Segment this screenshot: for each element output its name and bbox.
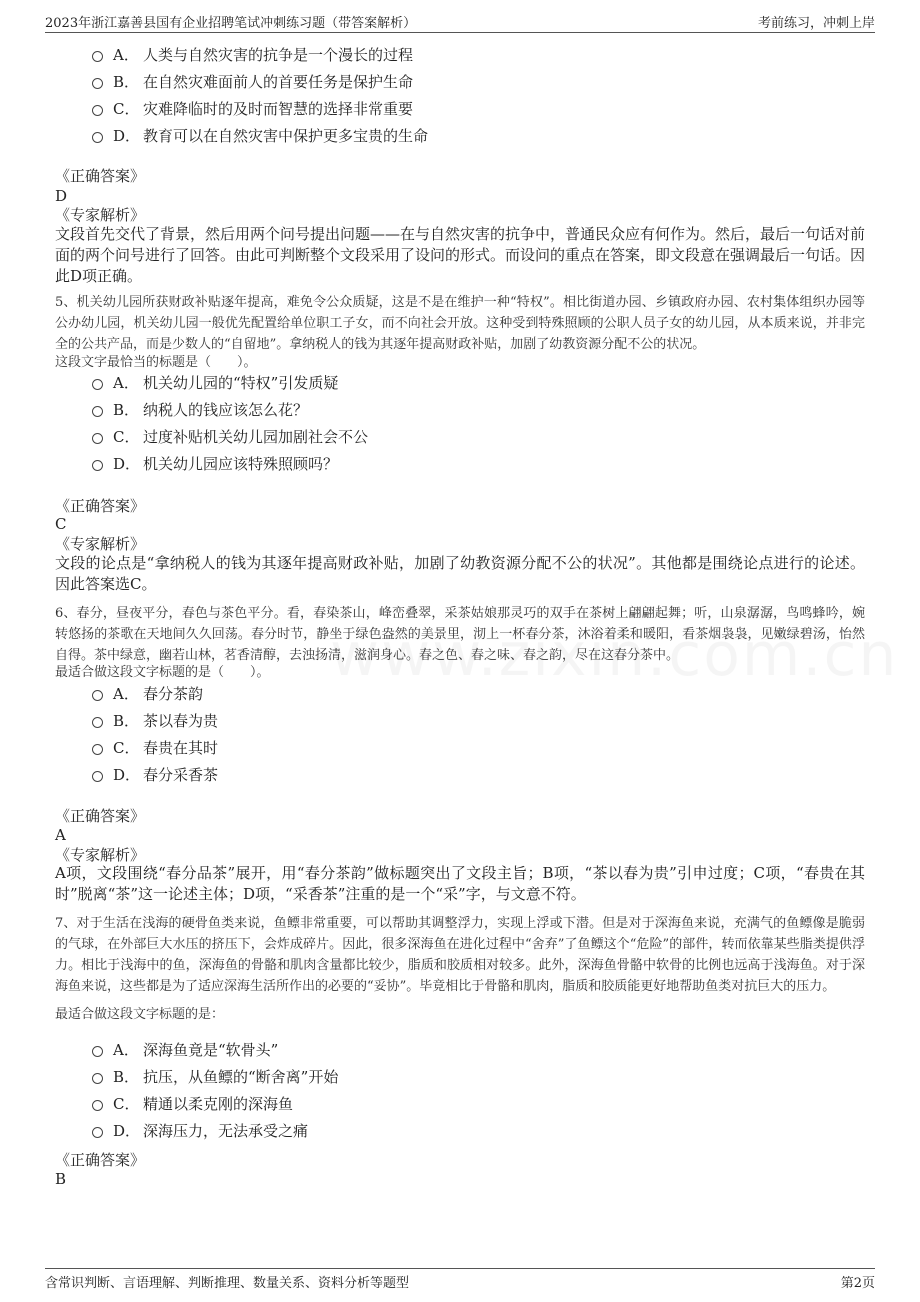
radio-icon[interactable] (92, 51, 103, 62)
radio-icon[interactable] (92, 717, 103, 728)
q7-option-a[interactable]: A． 深海鱼竟是“软骨头” (92, 1036, 338, 1063)
radio-icon[interactable] (92, 1127, 103, 1138)
q5-answer: C (55, 515, 67, 533)
radio-icon[interactable] (92, 105, 103, 116)
q5-answer-label: 《正确答案》 (55, 497, 146, 515)
q6-option-b[interactable]: B． 茶以春为贵 (92, 707, 218, 734)
q7-stem: 7、对于生活在浅海的硬骨鱼类来说，鱼鳔非常重要，可以帮助其调整浮力，实现上浮或下潜。但是对于深海鱼来说，充满气的鱼鳔像是脆弱的气球，在外部巨大水压的挤压下，会炸成碎片。因此，很多深海鱼在进化过程中“舍弃”了鱼鳔这个“危险”的部件，转而依靠某些脂类提供浮力。相比于浅海中的鱼，深海鱼的骨骼和肌肉含量都比较少，脂质和胶质相对较多。此外，深海鱼骨骼中软骨的比例也远高于浅海鱼。对于深海鱼来说，这些都是为了适应深海生活所作出的必要的“妥协”。毕竟相比于骨骼和肌肉，脂质和胶质能更好地帮助鱼类对抗巨大的压力。 (55, 916, 865, 994)
watermark (330, 620, 898, 690)
page-footer (45, 1268, 875, 1291)
q5-option-b[interactable]: B． 纳税人的钱应该怎么花？ (92, 396, 368, 423)
q4-answer: D (55, 187, 68, 205)
q5-option-a[interactable]: A． 机关幼儿园的“特权”引发质疑 (92, 369, 368, 396)
radio-icon[interactable] (92, 460, 103, 471)
page-number: 第2页 (840, 1276, 875, 1291)
q7-answer-label: 《正确答案》 (55, 1151, 146, 1169)
q6-option-a[interactable]: A． 春分茶韵 (92, 680, 218, 707)
radio-icon[interactable] (92, 132, 103, 143)
radio-icon[interactable] (92, 1046, 103, 1057)
q4-option-a[interactable]: A． 人类与自然灾害的抗争是一个漫长的过程 (92, 41, 428, 68)
q6-stem: 6、春分，昼夜平分，春色与茶色平分。看，春染茶山，峰峦叠翠，采茶姑娘那灵巧的双手在茶树上翩翩起舞；听，山泉潺潺，鸟鸣蜂吟，婉转悠扬的茶歌在天地间久久回荡。春分时节，静坐于绿色盎然的美景里，沏上一杯春分茶，沐浴着柔和暖阳，看茶烟袅袅，见嫩绿碧汤，怡然自得。茶中绿意，幽若山林，茗香清醇，去浊扬清，滋润身心。春之色、春之味、春之韵，尽在这春分茶中。 (55, 606, 865, 663)
q6-answer-label: 《正确答案》 (55, 807, 146, 825)
radio-icon[interactable] (92, 1073, 103, 1084)
q5-analysis-label: 《专家解析》 (55, 535, 146, 553)
radio-icon[interactable] (92, 771, 103, 782)
q4-option-c[interactable]: C． 灾难降临时的及时而智慧的选择非常重要 (92, 95, 428, 122)
q6-answer: A (55, 826, 66, 844)
radio-icon[interactable] (92, 433, 103, 444)
q4-option-d[interactable]: D． 教育可以在自然灾害中保护更多宝贵的生命 (92, 122, 428, 149)
q7-options (92, 1036, 338, 1144)
q4-options (92, 41, 428, 149)
q4-analysis: 文段首先交代了背景，然后用两个问号提出问题——在与自然灾害的抗争中，普通民众应有何作为。然后，最后一句话对前面的两个问号进行了回答。由此可判断整个文段采用了设问的形式。而设问的重点在答案，即文段意在强调最后一句话。因此D项正确。 (55, 225, 866, 285)
radio-icon[interactable] (92, 690, 103, 701)
q5-stem: 5、机关幼儿园所获财政补贴逐年提高，难免令公众质疑，这是不是在维护一种“特权”。相比街道办园、乡镇政府办园、农村集体组织办园等公办幼儿园，机关幼儿园一般优先配置给单位职工子女，而不向社会开放。这种受到特殊照顾的公职人员子女的幼儿园，从本质来说，并非完全的公共产品，而是少数人的“自留地”。拿纳税人的钱为其逐年提高财政补贴，加剧了幼教资源分配不公的状况。 (55, 295, 865, 352)
q5-prompt: 这段文字最恰当的标题是（ ）。 (55, 355, 257, 370)
q7-option-b[interactable]: B． 抗压，从鱼鳔的“断舍离”开始 (92, 1063, 338, 1090)
q6-option-c[interactable]: C． 春贵在其时 (92, 734, 218, 761)
q7-answer: B (55, 1170, 67, 1188)
q7-option-c[interactable]: C． 精通以柔克刚的深海鱼 (92, 1090, 338, 1117)
radio-icon[interactable] (92, 1100, 103, 1111)
q6-options (92, 680, 218, 788)
q6-prompt: 最适合做这段文字标题的是（ ）。 (55, 665, 270, 680)
q5-options (92, 369, 368, 477)
q5-option-c[interactable]: C． 过度补贴机关幼儿园加剧社会不公 (92, 423, 368, 450)
q5-option-d[interactable]: D． 机关幼儿园应该特殊照顾吗？ (92, 450, 368, 477)
footer-subjects: 含常识判断、言语理解、判断推理、数量关系、资料分析等题型 (45, 1276, 410, 1291)
q5-analysis: 文段的论点是“拿纳税人的钱为其逐年提高财政补贴，加剧了幼教资源分配不公的状况”。其他都是围绕论点进行的论述。因此答案选C。 (55, 554, 865, 593)
radio-icon[interactable] (92, 744, 103, 755)
q7-prompt: 最适合做这段文字标题的是： (55, 1007, 225, 1022)
document-title: 2023年浙江嘉善县国有企业招聘笔试冲刺练习题（带答案解析） (45, 16, 417, 31)
radio-icon[interactable] (92, 406, 103, 417)
q4-answer-label: 《正确答案》 (55, 167, 146, 185)
q4-option-b[interactable]: B． 在自然灾难面前人的首要任务是保护生命 (92, 68, 428, 95)
q6-option-d[interactable]: D． 春分采香茶 (92, 761, 218, 788)
q6-analysis-label: 《专家解析》 (55, 846, 146, 864)
q7-option-d[interactable]: D． 深海压力，无法承受之痛 (92, 1117, 338, 1144)
header-tagline: 考前练习，冲刺上岸 (757, 16, 875, 31)
q4-analysis-label: 《专家解析》 (55, 206, 146, 224)
radio-icon[interactable] (92, 379, 103, 390)
q6-analysis: A项，文段围绕“春分品茶”展开，用“春分茶韵”做标题突出了文段主旨；B项，“茶以春为贵”引申过度；C项，“春贵在其时”脱离“茶”这一论述主体；D项，“采香茶”注重的是一个“采”字，与文意不符。 (55, 864, 865, 903)
radio-icon[interactable] (92, 78, 103, 89)
